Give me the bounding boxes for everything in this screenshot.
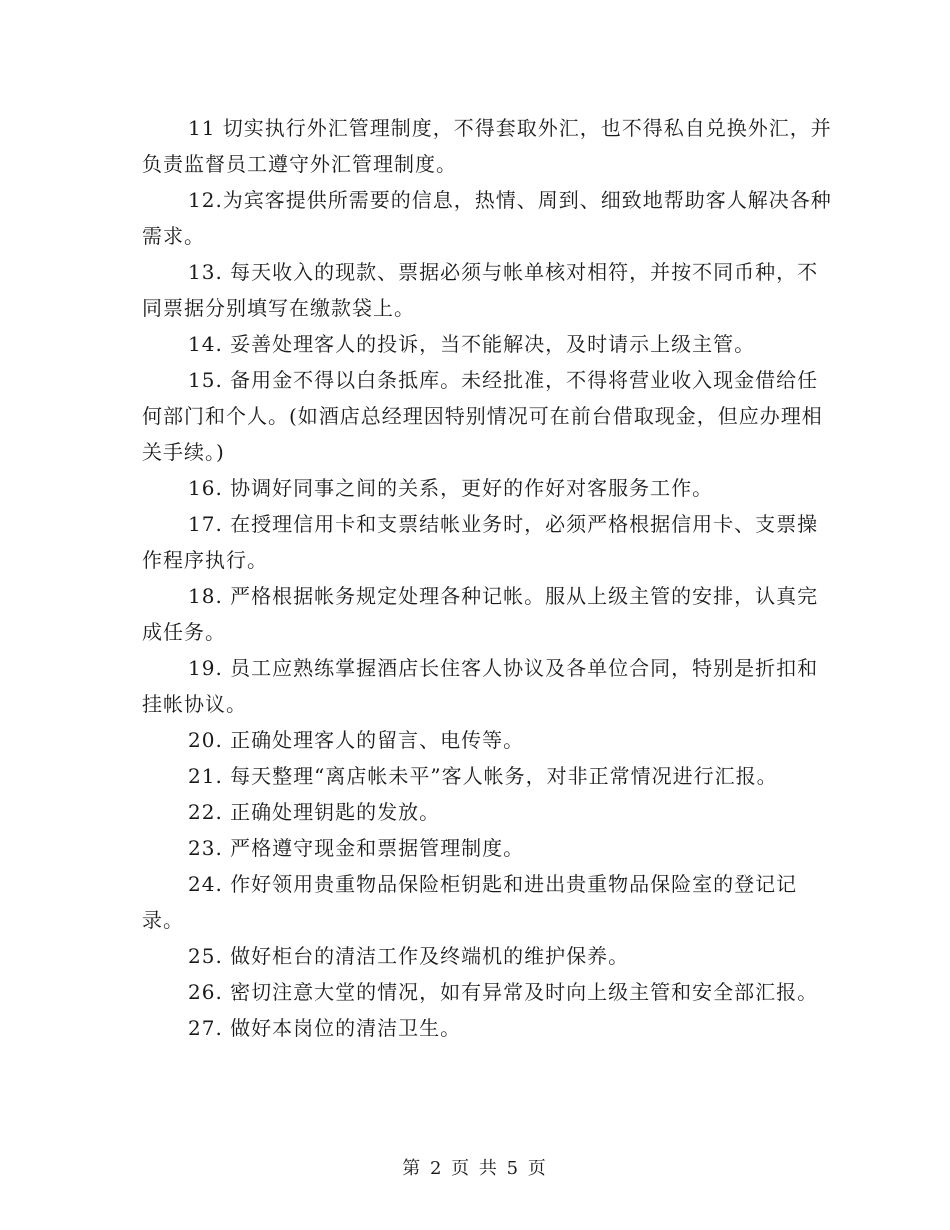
paragraph-25: 25. 做好柜台的清洁工作及终端机的维护保养。 (188, 944, 630, 968)
page-number-footer: 第 2 页 共 5 页 (402, 1158, 548, 1179)
paragraph-14: 14. 妥善处理客人的投诉，当不能解决，及时请示上级主管。 (188, 332, 756, 356)
paragraph-22: 22. 正确处理钥匙的发放。 (188, 800, 441, 824)
paragraph-19: 19. 员工应熟练掌握酒店长住客人协议及各单位合同，特别是折扣和挂帐协议。 (142, 656, 819, 716)
paragraph-13: 13. 每天收入的现款、票据必须与帐单核对相符，并按不同币种，不同票据分别填写在缴款袋上。 (142, 260, 819, 320)
paragraph-16: 16. 协调好同事之间的关系，更好的作好对客服务工作。 (188, 476, 714, 500)
paragraph-24: 24. 作好领用贵重物品保险柜钥匙和进出贵重物品保险室的登记记录。 (142, 872, 798, 932)
paragraph-12: 12.为宾客提供所需要的信息，热情、周到、细致地帮助客人解决各种需求。 (142, 188, 832, 248)
paragraph-26: 26. 密切注意大堂的情况，如有异常及时向上级主管和安全部汇报。 (188, 980, 819, 1004)
paragraph-18: 18. 严格根据帐务规定处理各种记帐。服从上级主管的安排，认真完成任务。 (142, 584, 819, 644)
paragraph-20: 20. 正确处理客人的留言、电传等。 (188, 728, 525, 752)
paragraph-27: 27. 做好本岗位的清洁卫生。 (188, 1016, 462, 1040)
paragraph-23: 23. 严格遵守现金和票据管理制度。 (188, 836, 525, 860)
paragraph-17: 17. 在授理信用卡和支票结帐业务时，必须严格根据信用卡、支票操作程序执行。 (142, 512, 819, 572)
paragraph-15: 15. 备用金不得以白条抵库。未经批准，不得将营业收入现金借给任何部门和个人。(如酒店总经理因特别情况可在前台借取现金，但应办理相关手续。) (142, 368, 823, 464)
paragraph-11: 11 切实执行外汇管理制度，不得套取外汇，也不得私自兑换外汇，并负责监督员工遵守外汇管理制度。 (142, 116, 832, 176)
paragraph-21: 21. 每天整理“离店帐未平”客人帐务，对非正常情况进行汇报。 (188, 764, 778, 788)
document-body (142, 110, 832, 1046)
